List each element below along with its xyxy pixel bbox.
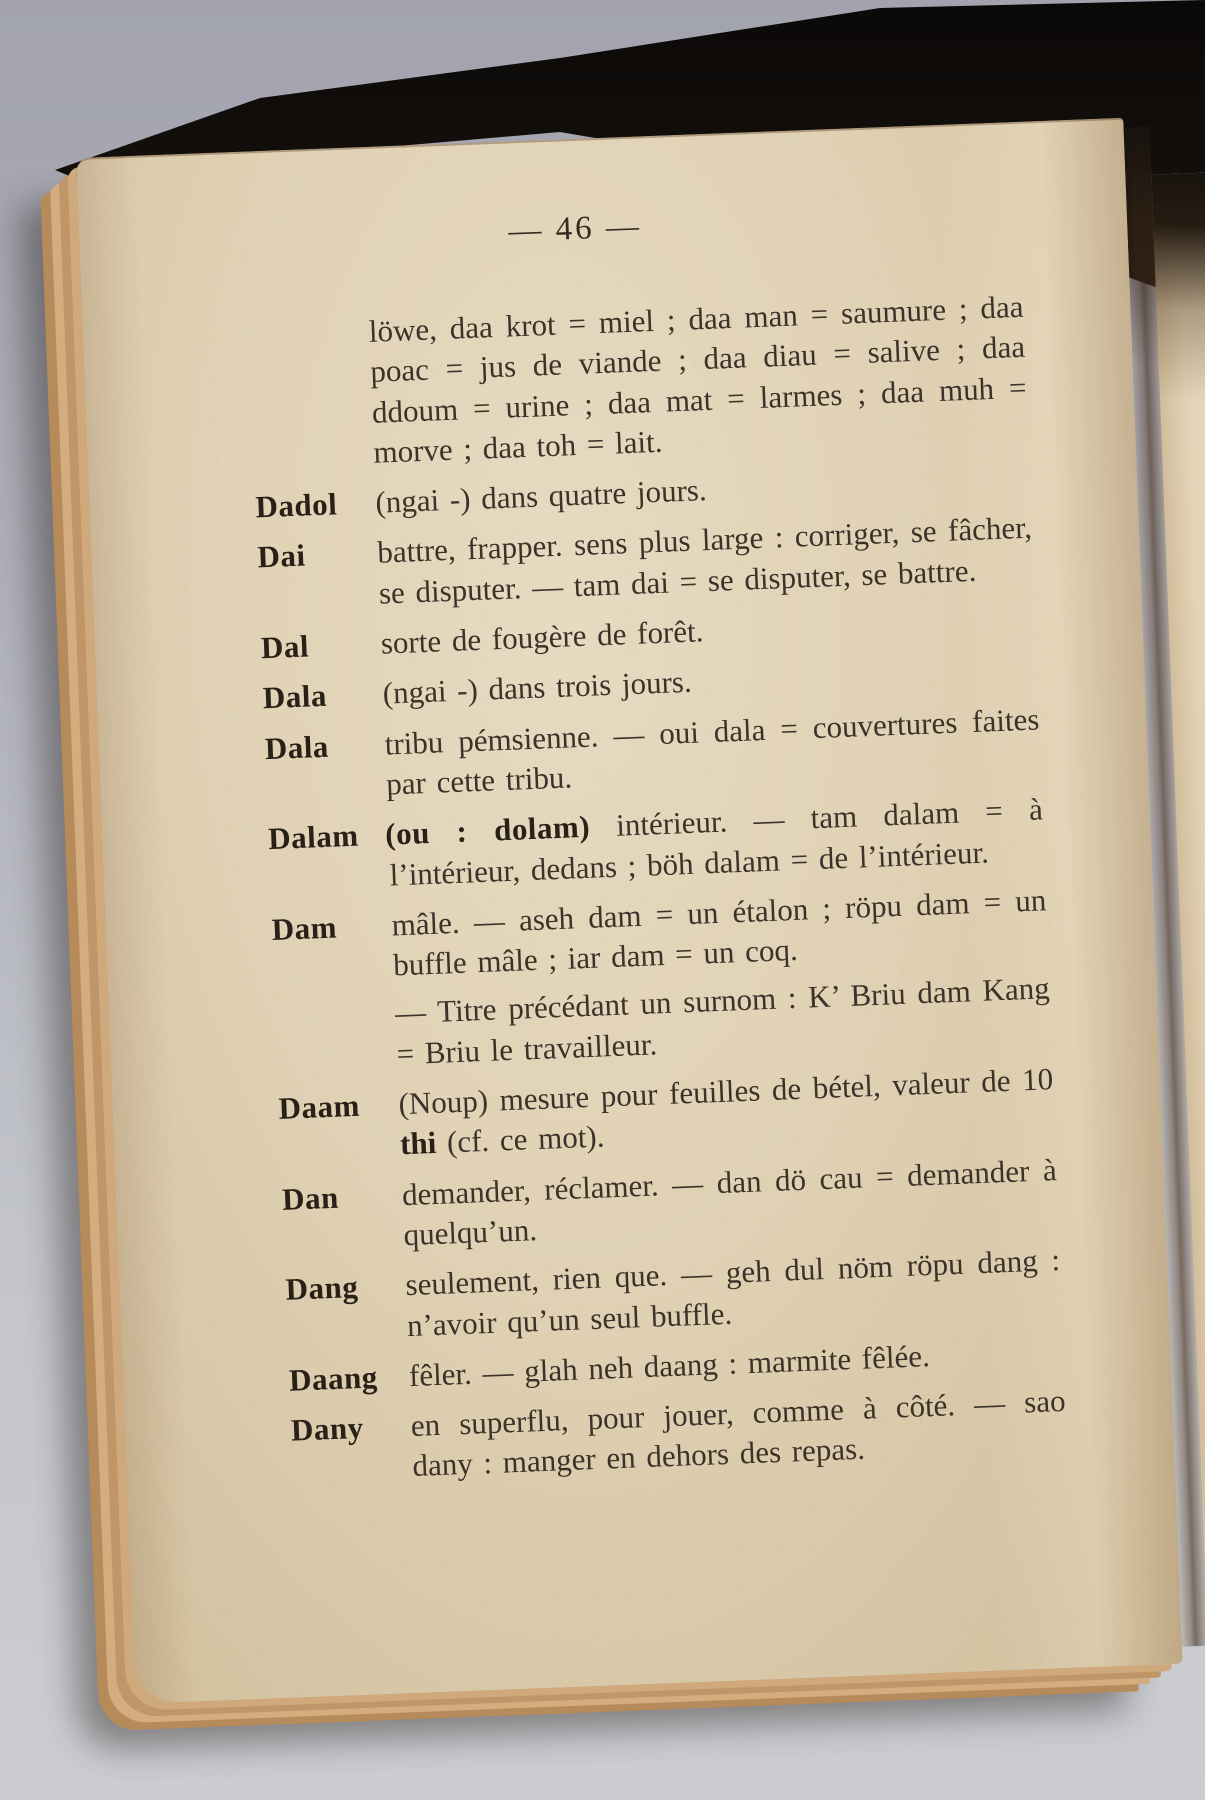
entry-headword: Dam xyxy=(271,909,338,947)
entry-headword: Daam xyxy=(277,1087,361,1126)
entry-definition: tribu pémsienne. — oui dala = couvertures faites par cette tribu. xyxy=(384,701,1040,802)
entry-definition: seulement, rien que. — geh dul nöm röpu dang : n’avoir qu’un seul buffle. xyxy=(404,1242,1061,1343)
entry-headword: Dang xyxy=(284,1269,359,1308)
entry-definition: sorte de fougère de forêt. xyxy=(380,613,705,661)
dictionary-entry xyxy=(248,287,1029,478)
entries xyxy=(248,287,1068,1492)
page-number: — 46 — xyxy=(507,208,643,250)
entry-definition: (ngai -) dans trois jours. xyxy=(382,664,693,711)
entry-headword: Dal xyxy=(260,628,310,666)
entry-definition-block xyxy=(401,1150,1059,1256)
entry-definition: löwe, daa krot = miel ; daa man = saumure ; daa poac = jus de viande ; daa diau = salive ; daa ddoum = urine ; daa mat = larmes ; daa muh = morve ; daa toh = lait. xyxy=(368,288,1028,470)
dictionary-entry xyxy=(271,880,1052,1079)
entry-headword: Dany xyxy=(290,1410,365,1448)
entry-definition-block xyxy=(377,508,1035,614)
entry-definition-block xyxy=(405,1240,1063,1346)
entry-definition-block xyxy=(384,699,1042,805)
dictionary-entry xyxy=(285,1240,1063,1350)
dictionary-entry xyxy=(264,699,1042,809)
dictionary-entry xyxy=(290,1381,1068,1491)
entry-headword: Dala xyxy=(264,728,330,766)
entry-definition: (ngai -) dans quatre jours. xyxy=(374,472,708,520)
entry-headword: Dalam (ou : dolam) xyxy=(267,809,591,857)
entry-definition-block xyxy=(410,1381,1068,1487)
page-content xyxy=(245,193,1093,1501)
entry-definition-block xyxy=(398,1059,1056,1165)
entry-headword xyxy=(248,312,374,478)
dictionary-entry xyxy=(268,790,1046,900)
entry-definition: — Titre précédant un surnom : K’ Briu dam Kang = Briu le travailleur. xyxy=(394,970,1051,1072)
entry-headword: Dai xyxy=(256,537,307,575)
entry-headword: Dan xyxy=(281,1179,340,1217)
dictionary-entry xyxy=(257,508,1035,618)
entry-definition: (Noup) mesure pour feuilles de bétel, valeur de 10 thi (cf. ce mot). xyxy=(397,1061,1054,1162)
entry-definition-block xyxy=(368,287,1029,473)
book-page xyxy=(76,118,1183,1704)
dictionary-entry xyxy=(281,1150,1059,1260)
entry-headword: Daang xyxy=(288,1359,379,1398)
entry-definition: demander, réclamer. — dan dö cau = demander à quelqu’un. xyxy=(401,1151,1058,1253)
entry-definition-block xyxy=(391,880,1052,1074)
entry-headword: Dadol xyxy=(254,486,338,525)
entry-definition: Dalam (ou : dolam) intérieur. — tam dalam = à l’intérieur, dedans ; böh dalam = de l’intérieur. xyxy=(267,791,1044,893)
dictionary-entry xyxy=(278,1059,1056,1169)
entry-headword: Dala xyxy=(262,678,328,716)
entry-definition: mâle. — aseh dam = un étalon ; röpu dam = un buffle mâle ; iar dam = un coq. xyxy=(390,882,1047,983)
entry-definition: en superflu, pour jouer, comme à côté. — sao dany : manger en dehors des repas. xyxy=(410,1383,1067,1484)
entry-definition: fêler. — glah neh daang : marmite fêlée. xyxy=(408,1337,931,1393)
entry-definition: battre, frapper. sens plus large : corriger, se fâcher, se disputer. — tam dai = se disputer, se battre. xyxy=(376,510,1033,611)
entry-definition-block xyxy=(268,790,1046,900)
open-book xyxy=(76,114,1205,1702)
